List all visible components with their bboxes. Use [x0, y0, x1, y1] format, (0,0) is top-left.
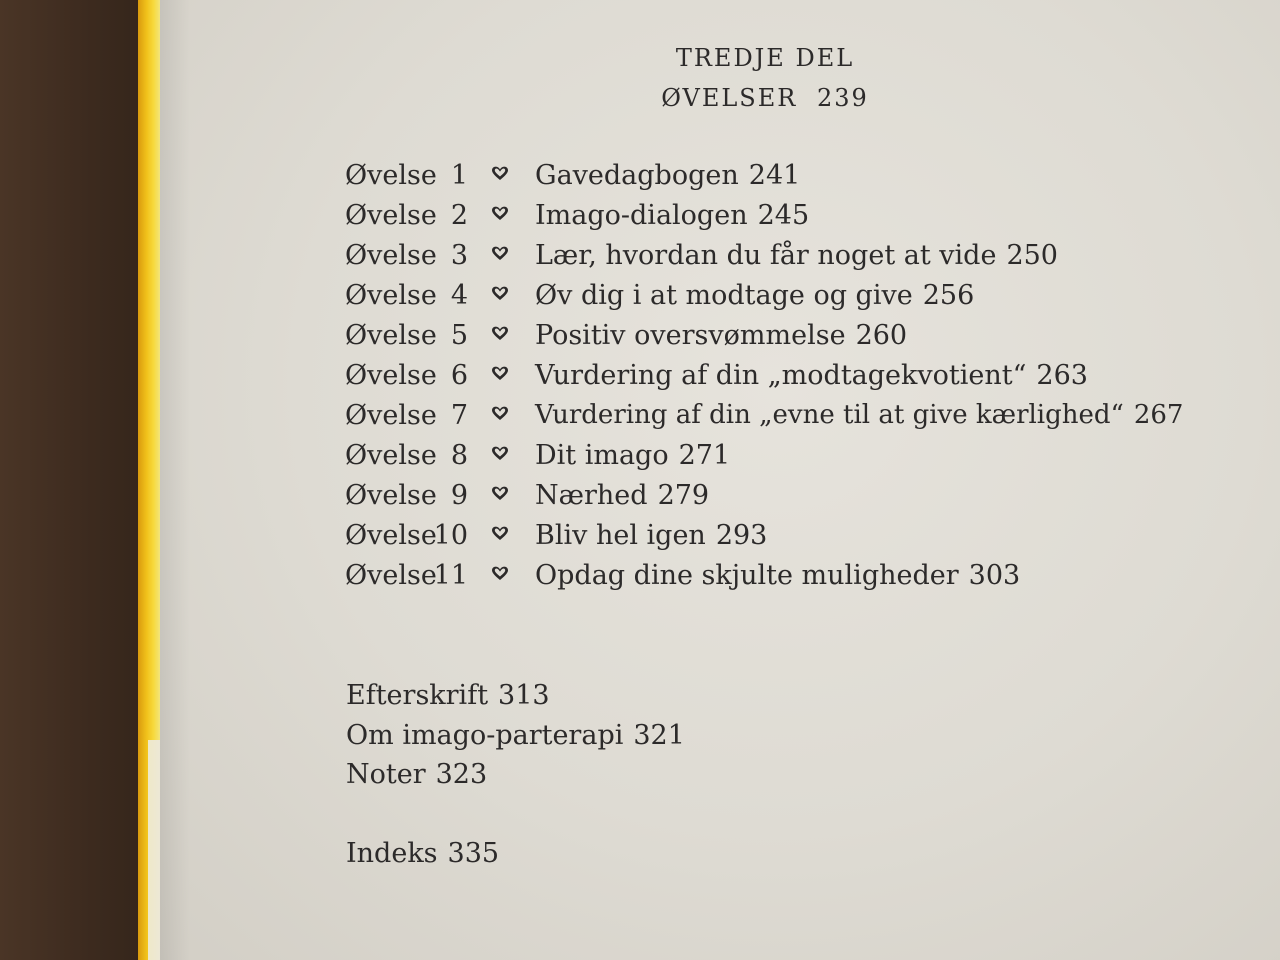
background-dark-surface: [0, 0, 140, 960]
exercise-number: 4: [450, 280, 468, 311]
exercise-page: 303: [968, 560, 1021, 591]
exercise-title-cell: [535, 160, 800, 191]
exercise-label: Øvelse: [345, 200, 437, 231]
heart-icon: [490, 524, 510, 544]
exercise-label: Øvelse: [345, 480, 437, 511]
book-page: [160, 0, 1280, 960]
exercise-page: 279: [657, 480, 710, 511]
exercise-title: Gavedagbogen: [535, 160, 739, 191]
appendix-title: Indeks: [346, 838, 438, 869]
exercise-label: Øvelse: [345, 240, 437, 271]
exercise-number: 11: [433, 560, 468, 591]
exercise-title-cell: [535, 240, 1058, 271]
exercise-page: 241: [748, 160, 801, 191]
part-title-text: TREDJE DEL: [675, 44, 855, 72]
exercise-title-cell: [535, 480, 709, 511]
appendix-page: 321: [633, 720, 685, 751]
exercise-title-cell: [535, 360, 1088, 391]
exercise-number: 9: [450, 480, 468, 511]
exercise-title: Øv dig i at modtage og give: [535, 280, 913, 311]
appendix-title: Om imago-parterapi: [346, 720, 624, 751]
heart-icon: [490, 284, 510, 304]
exercise-number: 3: [450, 240, 468, 271]
exercise-number: 2: [450, 200, 468, 231]
exercise-number: 1: [450, 160, 468, 191]
exercise-title-cell: [535, 280, 974, 311]
exercise-page: 260: [855, 320, 908, 351]
part-page-number: 239: [816, 84, 869, 112]
exercise-number: 5: [450, 320, 468, 351]
appendix-entry: [346, 759, 487, 790]
heart-icon: [490, 564, 510, 584]
exercise-label: Øvelse: [345, 440, 437, 471]
exercise-page: 271: [678, 440, 731, 471]
exercise-label: Øvelse: [345, 520, 437, 551]
exercise-label: Øvelse: [345, 360, 437, 391]
heart-icon: [490, 404, 510, 424]
exercise-title-cell: [535, 200, 809, 231]
heart-icon: [490, 324, 510, 344]
exercise-page: 250: [1006, 240, 1058, 271]
exercise-title: Imago-dialogen: [535, 200, 748, 231]
appendix-entry: [346, 720, 685, 751]
heart-icon: [490, 164, 510, 184]
appendix-page: 313: [498, 680, 550, 711]
exercise-label: Øvelse: [345, 560, 437, 591]
exercise-number: 8: [450, 440, 468, 471]
appendix-page: 323: [435, 759, 488, 790]
exercise-title: Vurdering af din „evne til at give kærlighed“: [535, 400, 1124, 430]
heart-icon: [490, 484, 510, 504]
page-shadow: [160, 0, 190, 960]
part-subtitle-text: ØVELSER: [661, 84, 798, 112]
exercise-number: 7: [450, 400, 468, 431]
heart-icon: [490, 364, 510, 384]
exercise-title: Vurdering af din „modtagekvotient“: [535, 360, 1027, 391]
appendix-title: Efterskrift: [346, 680, 489, 711]
exercise-title-cell: [535, 320, 907, 351]
exercise-title: Lær, hvordan du får noget at vide: [535, 240, 997, 271]
exercise-title: Nærhed: [535, 480, 648, 511]
exercise-label: Øvelse: [345, 400, 437, 431]
exercise-number: 6: [450, 360, 468, 391]
exercise-page: 256: [922, 280, 975, 311]
exercise-title: Opdag dine skjulte muligheder: [535, 560, 959, 591]
appendix-page: 335: [447, 838, 500, 869]
heart-icon: [490, 204, 510, 224]
heart-icon: [490, 244, 510, 264]
exercise-title: Positiv oversvømmelse: [535, 320, 846, 351]
exercise-page: 245: [757, 200, 810, 231]
heart-icon: [490, 444, 510, 464]
exercise-title-cell: [535, 440, 730, 471]
exercise-number: 10: [433, 520, 468, 551]
exercise-title-cell: [535, 400, 1183, 430]
exercise-label: Øvelse: [345, 160, 437, 191]
appendix-entry: [346, 680, 550, 711]
appendix-title: Noter: [346, 759, 426, 790]
exercise-page: 293: [715, 520, 768, 551]
exercise-title-cell: [535, 560, 1020, 591]
exercise-page: 267: [1133, 400, 1184, 430]
exercise-page: 263: [1036, 360, 1088, 391]
exercise-title: Dit imago: [535, 440, 669, 471]
appendix-entry: [346, 838, 499, 869]
exercise-title: Bliv hel igen: [535, 520, 706, 551]
part-title: [580, 44, 950, 72]
exercise-title-cell: [535, 520, 767, 551]
exercise-label: Øvelse: [345, 320, 437, 351]
exercise-label: Øvelse: [345, 280, 437, 311]
part-subtitle: [580, 84, 950, 112]
